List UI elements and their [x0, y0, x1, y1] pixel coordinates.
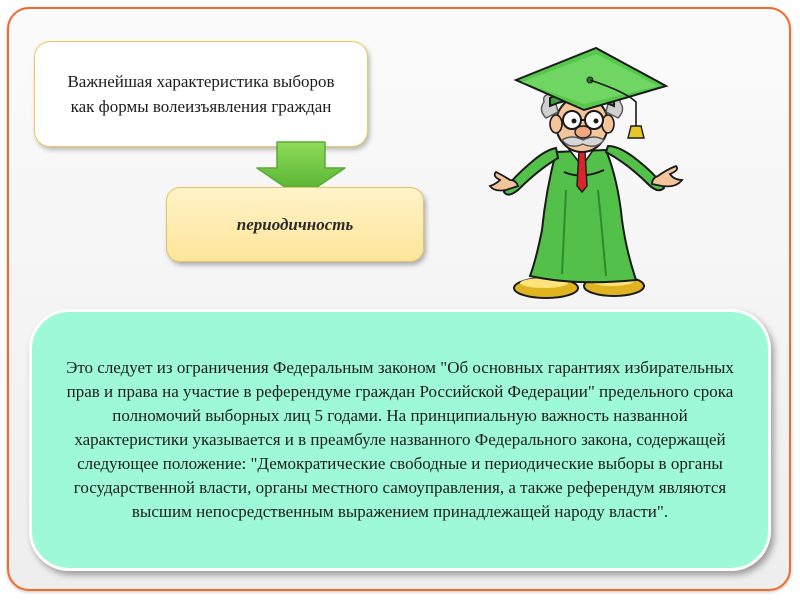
info-text: Это следует из ограничения Федеральным законом "Об основных гарантиях избирательных прав и права на участие в референдуме граждан Российской Федерации" предельного срока полномочий выборных лиц 5 годами. На принципиальную важность названной характеристики указывается и в преамбуле названного Федерального закона, содержащей следующее положение: "Демократические свободные и периодические выборы в органы государственной власти, органы местного самоуправления, а также референдум являются высшим непосредственным выражением принадлежащей народу власти". [66, 358, 734, 521]
topic-text: Важнейшая характеристика выборов как формы волеизъявления граждан [67, 72, 335, 116]
professor-graduate-icon [486, 40, 700, 302]
topic-box [34, 41, 368, 147]
result-text: периодичность [236, 214, 354, 234]
info-box [29, 309, 771, 571]
result-box [166, 187, 424, 262]
